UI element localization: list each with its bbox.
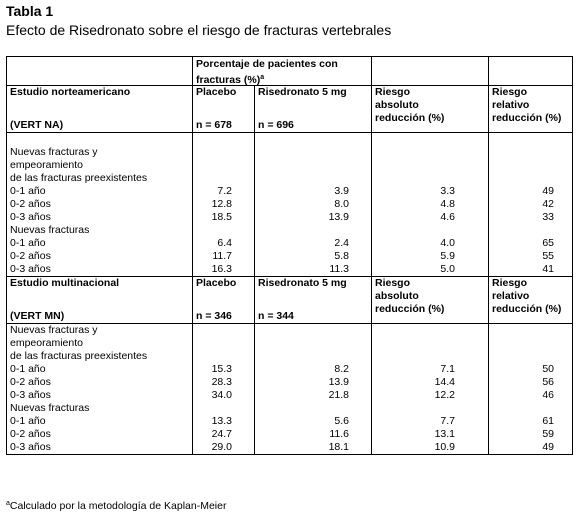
absolute-reduction-value: 13.1	[434, 428, 455, 440]
placebo-value: 6.4	[217, 237, 232, 249]
risedronato-values-cell	[255, 133, 372, 277]
period-label: 0-2 años	[10, 250, 51, 262]
group-label: Nuevas fracturas	[10, 402, 90, 414]
relative-reduction-values-cell	[489, 324, 573, 455]
period-label: 0-2 años	[10, 428, 51, 440]
absolute-risk-header: Riesgo absoluto reducción (%)	[372, 277, 489, 324]
footnote-text: Calculado por la metodología de Kaplan-Meier	[9, 500, 227, 512]
risedronato-value: 13.9	[328, 211, 349, 223]
placebo-values-cell	[193, 133, 255, 277]
relative-reduction-value: 46	[542, 389, 554, 401]
period-label: 0-1 año	[10, 237, 46, 249]
period-label: 0-3 años	[10, 263, 51, 275]
placebo-header: Placebo n = 678	[193, 86, 255, 133]
relative-reduction-value: 56	[542, 376, 554, 388]
placebo-value: 28.3	[211, 376, 232, 388]
risedronato-value: 18.1	[328, 441, 349, 453]
period-label: 0-1 año	[10, 185, 46, 197]
period-label: 0-3 años	[10, 211, 51, 223]
period-label: 0-1 año	[10, 415, 46, 427]
relative-reduction-value: 49	[542, 441, 554, 453]
risedronato-value: 3.9	[334, 185, 349, 197]
absolute-reduction-value: 12.2	[434, 389, 455, 401]
placebo-header: Placebo n = 346	[193, 277, 255, 324]
absolute-reduction-value: 10.9	[434, 441, 455, 453]
absolute-reduction-value: 7.7	[440, 415, 455, 427]
footnote	[6, 500, 226, 512]
row-labels-cell	[7, 133, 193, 277]
risedronato-value: 8.2	[334, 363, 349, 375]
table-title: Tabla 1	[6, 3, 54, 19]
placebo-value: 16.3	[211, 263, 232, 275]
placebo-value: 15.3	[211, 363, 232, 375]
footnote-marker: a	[6, 500, 10, 507]
placebo-value: 34.0	[211, 389, 232, 401]
header-empty-cell	[489, 57, 573, 86]
relative-reduction-value: 33	[542, 211, 554, 223]
group-label: Nuevas fracturas y	[10, 146, 98, 158]
group-label: de las fracturas preexistentes	[10, 172, 148, 184]
placebo-values-cell	[193, 324, 255, 455]
absolute-reduction-value: 5.0	[440, 263, 455, 275]
period-label: 0-1 año	[10, 363, 46, 375]
risedronato-value: 8.0	[334, 198, 349, 210]
group-label: de las fracturas preexistentes	[10, 350, 148, 362]
placebo-value: 11.7	[212, 250, 232, 262]
percentage-header: Porcentaje de pacientes con fracturas (%)$^a$	[193, 57, 372, 86]
absolute-reduction-values-cell	[372, 133, 489, 277]
risedronato-value: 21.8	[328, 389, 349, 401]
relative-reduction-value: 42	[542, 198, 554, 210]
risedronato-value: 5.6	[334, 415, 349, 427]
relative-reduction-value: 41	[542, 263, 554, 275]
placebo-value: 29.0	[211, 441, 232, 453]
group-label: Nuevas fracturas	[10, 224, 90, 236]
relative-reduction-value: 49	[542, 185, 554, 197]
relative-risk-header: Riesgo relativo reducción (%)	[489, 277, 573, 324]
absolute-reduction-values-cell	[372, 324, 489, 455]
risedronato-value: 2.4	[334, 237, 349, 249]
placebo-value: 24.7	[211, 428, 232, 440]
period-label: 0-2 años	[10, 198, 51, 210]
risedronato-value: 11.6	[329, 428, 349, 440]
absolute-reduction-value: 4.0	[440, 237, 455, 249]
group-label: empeoramiento	[10, 337, 83, 349]
absolute-risk-header: Riesgo absoluto reducción (%)	[372, 86, 489, 133]
risedronato-value: 5.8	[334, 250, 349, 262]
relative-reduction-values-cell	[489, 133, 573, 277]
relative-reduction-value: 55	[542, 250, 554, 262]
relative-reduction-value: 50	[542, 363, 554, 375]
placebo-value: 13.3	[211, 415, 232, 427]
study-body-row	[7, 324, 573, 455]
header-row-percentage	[7, 57, 573, 86]
header-empty-cell	[7, 57, 193, 86]
relative-reduction-value: 61	[542, 415, 554, 427]
absolute-reduction-value: 14.4	[434, 376, 455, 388]
relative-risk-header: Riesgo relativo reducción (%)	[489, 86, 573, 133]
risedronato-value: 13.9	[328, 376, 349, 388]
absolute-reduction-value: 4.6	[440, 211, 455, 223]
group-label: empeoramiento	[10, 159, 83, 171]
period-label: 0-3 años	[10, 389, 51, 401]
study-body-row	[7, 133, 573, 277]
study-header-row	[7, 277, 573, 324]
placebo-value: 18.5	[211, 211, 232, 223]
absolute-reduction-value: 4.8	[440, 198, 455, 210]
study-name-cell: Estudio norteamericano (VERT NA)	[7, 86, 193, 133]
period-label: 0-2 años	[10, 376, 51, 388]
fracture-risk-table	[6, 56, 573, 455]
header-empty-cell	[372, 57, 489, 86]
risedronato-value: 11.3	[329, 263, 349, 275]
placebo-value: 7.2	[217, 185, 232, 197]
study-header-row	[7, 86, 573, 133]
relative-reduction-value: 65	[542, 237, 554, 249]
relative-reduction-value: 59	[542, 428, 554, 440]
table-subtitle: Efecto de Risedronato sobre el riesgo de fracturas vertebrales	[6, 22, 392, 38]
absolute-reduction-value: 7.1	[440, 363, 455, 375]
risedronato-header: Risedronato 5 mg n = 344	[255, 277, 372, 324]
risedronato-header: Risedronato 5 mg n = 696	[255, 86, 372, 133]
absolute-reduction-value: 3.3	[440, 185, 455, 197]
risedronato-values-cell	[255, 324, 372, 455]
period-label: 0-3 años	[10, 441, 51, 453]
study-name-cell: Estudio multinacional (VERT MN)	[7, 277, 193, 324]
placebo-value: 12.8	[211, 198, 232, 210]
row-labels-cell	[7, 324, 193, 455]
absolute-reduction-value: 5.9	[440, 250, 455, 262]
group-label: Nuevas fracturas y	[10, 324, 98, 336]
